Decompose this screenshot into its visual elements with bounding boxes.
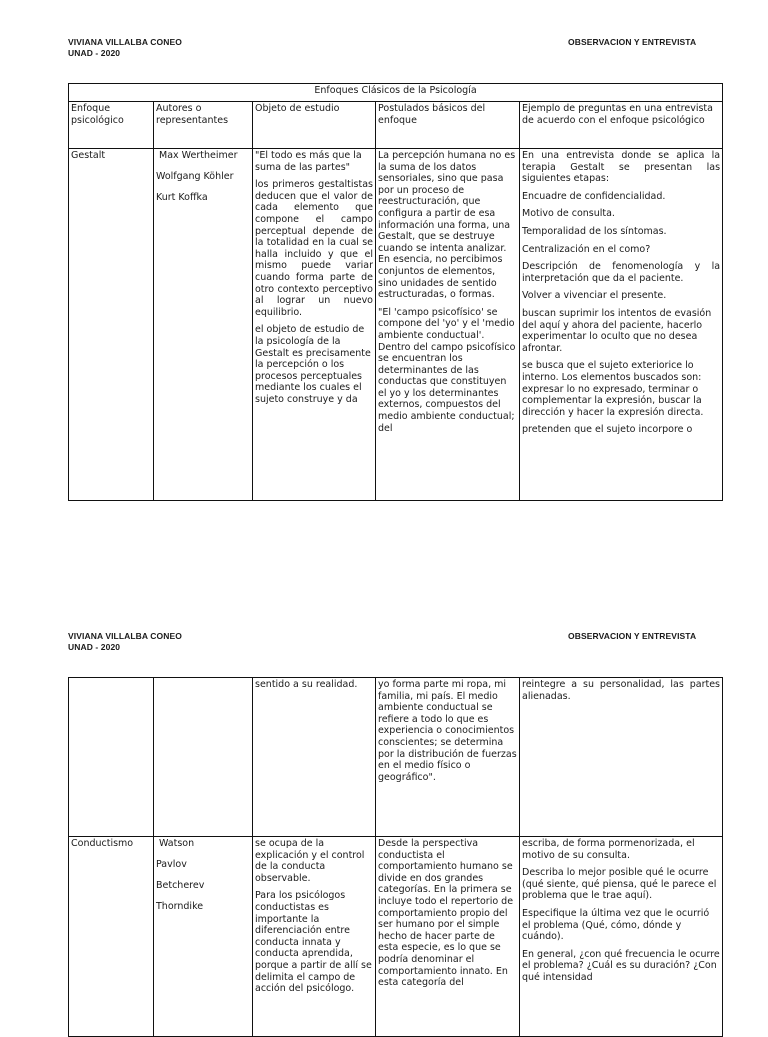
example-item: Descripción de fenomenología y la interpretación que da el paciente. (522, 261, 721, 284)
column-header-postulados: Postulados básicos del enfoque (376, 102, 520, 149)
example-item: En general, ¿con qué frecuencia le ocurre el problema? ¿Cuál es su duración? ¿Con qué intensidad (522, 948, 720, 983)
postulates-gestalt (376, 149, 520, 501)
psychology-table-page2 (68, 677, 723, 1037)
author-name: Pavlov (156, 859, 187, 870)
authors-gestalt (154, 149, 253, 501)
examples-gestalt-cont: reintegre a su personalidad, las partes alienadas. (520, 678, 723, 837)
column-header-objeto: Objeto de estudio (253, 102, 376, 149)
object-gestalt-cont: sentido a su realidad. (253, 678, 376, 837)
example-item: Especifique la última vez que le ocurrió el problema (Qué, cómo, dónde y cuándo). (522, 907, 710, 943)
header-author: VIVIANA VILLALBA CONEO (68, 631, 182, 641)
author-name: Betcherev (156, 880, 205, 891)
header-author: VIVIANA VILLALBA CONEO (68, 37, 182, 47)
header-subject: OBSERVACION Y ENTREVISTA (568, 37, 697, 47)
examples-conductismo (520, 837, 723, 1037)
postulates-conductismo: Desde la perspectiva conductista el comportamiento humano se divide en dos grandes categorías. En la primera se incluye todo el repertorio de comportamiento propio del ser humano por el simple hecho de hacer parte de esta especie, es lo que se podría denominar el comportamiento innato. En esta categoría del (376, 837, 520, 1037)
author-name: Watson (159, 838, 195, 849)
example-item: Motivo de consulta. (522, 208, 615, 220)
authors-conductismo (154, 837, 253, 1037)
examples-gestalt (520, 149, 723, 501)
object-paragraph: los primeros gestaltistas deducen que el valor de cada elemento que compone el campo perceptual depende de la totalidad en la cual se halla incluido y que el mismo puede variar cuando forma parte de otro contexto perceptivo al lograr un nuevo equilibrio. (255, 179, 373, 318)
table-row-gestalt (69, 149, 723, 501)
example-item: escriba, de forma pormenorizada, el motivo de su consulta. (522, 838, 695, 861)
header-subject: OBSERVACION Y ENTREVISTA (568, 631, 697, 641)
authors-empty (154, 678, 253, 837)
postulates-gestalt-cont: yo forma parte mi ropa, mi familia, mi país. El medio ambiente conductual se refiere a todo lo que es experiencia o conocimientos conscientes; se determina por la distribución de fuerzas en el medio físico o geográfico". (376, 678, 520, 837)
example-item: pretenden que el sujeto incorpore o (522, 424, 693, 436)
example-item: En una entrevista donde se aplica la terapia Gestalt se presentan las siguientes etapas: (522, 150, 721, 185)
table-title: Enfoques Clásicos de la Psicología (69, 84, 723, 102)
object-conductismo (253, 837, 376, 1037)
postulates-paragraph: La percepción humana no es la suma de los datos sensoriales, sino que pasa por un proceso de reestructuración, que configura a partir de esa información una forma, una Gestalt, que se destruye cuando se intenta analizar. En esencia, no percibimos conjuntos de elementos, sino unidades de sentido estructuradas, o formas. (378, 150, 516, 301)
postulates-paragraph: "El 'campo psicofísico' se compone del 'yo' y el 'medio ambiente conductual'. Dentro del campo psicofísico se encuentran los determinantes de las conductas que constituyen el yo y los determinantes externos, compuestos del medio ambiente conductual; del (378, 306, 516, 434)
header-institution: UNAD - 2020 (68, 642, 121, 652)
enfoque-gestalt: Gestalt (69, 149, 154, 501)
example-item: Temporalidad de los síntomas. (522, 225, 667, 237)
enfoque-empty (69, 678, 154, 837)
psychology-table-page1 (68, 83, 723, 501)
object-paragraph: el objeto de estudio de la psicología de la Gestalt es precisamente la percepción o los procesos perceptuales mediante los cuales el sujeto construye y da (255, 324, 371, 405)
page2-header-right (568, 631, 696, 642)
object-paragraph: "El todo es más que la suma de las partes" (255, 150, 362, 173)
enfoque-conductismo: Conductismo (69, 837, 154, 1037)
author-name: Wolfgang Köhler (156, 171, 234, 182)
author-name: Max Wertheimer (159, 150, 238, 161)
table-row-gestalt-continued (69, 678, 723, 837)
example-item: Describa lo mejor posible qué le ocurre (qué siente, qué piensa, qué le parece el problema que le trae aquí). (522, 867, 717, 902)
example-item: Encuadre de confidencialidad. (522, 190, 666, 202)
example-item: Centralización en el como? (522, 243, 651, 255)
example-item: se busca que el sujeto exteriorice lo interno. Los elementos buscados son: expresar lo no expresado, terminar o complementar la expresión, buscar la dirección y hacer la expresión directa. (522, 360, 704, 418)
page2-header-left (68, 631, 182, 653)
object-paragraph: se ocupa de la explicación y el control de la conducta observable. (255, 838, 365, 884)
object-paragraph: Para los psicólogos conductistas es importante la diferenciación entre conducta innata y conducta aprendida, porque a partir de allí se delimita el campo de acción del psicólogo. (255, 890, 372, 995)
column-header-autores: Autores o representantes (154, 102, 253, 149)
page1-header-right (568, 37, 696, 48)
page1-header-left (68, 37, 182, 59)
author-name: Thorndike (156, 901, 204, 912)
author-name: Kurt Koffka (156, 192, 208, 203)
column-header-ejemplos: Ejemplo de preguntas en una entrevista de acuerdo con el enfoque psicológico (520, 102, 723, 149)
header-institution: UNAD - 2020 (68, 48, 121, 58)
object-gestalt (253, 149, 376, 501)
column-header-enfoque: Enfoque psicológico (69, 102, 154, 149)
table-row-conductismo (69, 837, 723, 1037)
example-item: Volver a vivenciar el presente. (522, 290, 667, 302)
example-item: buscan suprimir los intentos de evasión del aquí y ahora del paciente, hacerlo experimentar lo oculto que no desea afrontar. (522, 307, 712, 354)
